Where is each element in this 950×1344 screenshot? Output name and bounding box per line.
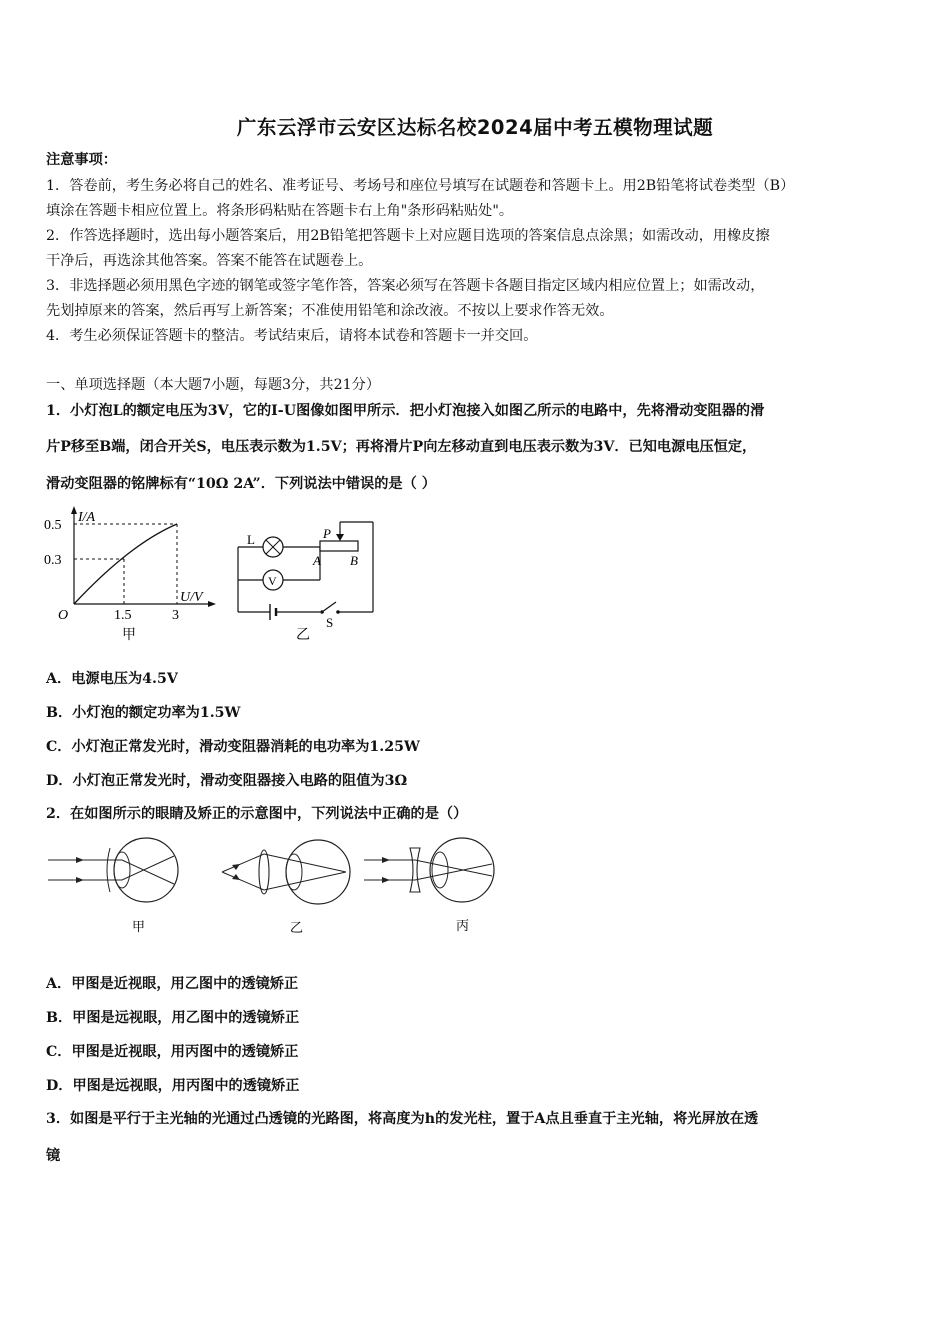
- q1-option-b: B．小灯泡的额定功率为1.5W: [46, 705, 241, 721]
- q2-option-b: B．甲图是远视眼，用乙图中的透镜矫正: [46, 1010, 300, 1026]
- switch-icon: [322, 602, 336, 612]
- exam-title: 广东云浮市云安区达标名校2024届中考五模物理试题: [236, 116, 714, 139]
- notice-heading: 注意事项：: [46, 152, 117, 168]
- figure-caption: 乙: [290, 920, 304, 935]
- figure-caption: 甲: [122, 628, 136, 643]
- x-tick-label: 1.5: [114, 608, 132, 623]
- eye-diagram-jia: [44, 836, 184, 946]
- figure-caption: 乙: [296, 628, 310, 643]
- q1-option-c: C．小灯泡正常发光时，滑动变阻器消耗的电功率为1.25W: [46, 739, 420, 755]
- notice-line: 4．考生必须保证答题卡的整洁。考试结束后，请将本试卷和答题卡一并交回。: [46, 328, 538, 344]
- y-tick-label: 0.5: [44, 518, 62, 533]
- voltmeter-label: V: [268, 574, 277, 588]
- notice-line: 干净后，再选涂其他答案。答案不能答在试题卷上。: [46, 253, 373, 269]
- circuit-diagram: [228, 512, 388, 652]
- q1-option-a: A．电源电压为4.5V: [46, 671, 178, 687]
- q1-stem-line: 滑动变阻器的铭牌标有“10Ω 2A”．下列说法中错误的是（ ）: [46, 476, 436, 492]
- figure-caption: 甲: [132, 919, 146, 934]
- figure-caption: 丙: [456, 918, 470, 933]
- rheostat: [320, 541, 358, 551]
- section-heading: 一、单项选择题（本大题7小题，每题3分，共21分）: [46, 377, 381, 393]
- concave-lens-icon: [410, 848, 420, 892]
- iu-graph: [40, 504, 220, 649]
- y-tick-label: 0.3: [44, 553, 62, 568]
- q3-stem-line: 3．如图是平行于主光轴的光通过凸透镜的光路图，将高度为h的发光柱，置于A点且垂直于主光轴，将光屏放在透: [46, 1111, 759, 1127]
- end-a-label: A: [313, 553, 321, 568]
- notice-line: 2．作答选择题时，选出每小题答案后，用2B铅笔把答题卡上对应题目选项的答案信息点涂黑；如需改动，用橡皮擦: [46, 228, 770, 244]
- q1-option-d: D．小灯泡正常发光时，滑动变阻器接入电路的阻值为3Ω: [46, 773, 408, 789]
- x-axis-label: U/V: [180, 590, 203, 605]
- q2-option-d: D．甲图是远视眼，用丙图中的透镜矫正: [46, 1078, 300, 1094]
- eye-diagram-bing: [360, 836, 500, 946]
- end-b-label: B: [350, 553, 358, 568]
- notice-line: 1．答卷前，考生务必将自己的姓名、准考证号、考场号和座位号填写在试题卷和答题卡上。用2B铅笔将试卷类型（B）: [46, 178, 795, 194]
- origin-label: O: [58, 608, 69, 623]
- q2-option-a: A．甲图是近视眼，用乙图中的透镜矫正: [46, 976, 299, 992]
- q2-stem: 2．在如图所示的眼睛及矫正的示意图中，下列说法中正确的是（）: [46, 806, 468, 822]
- notice-line: 填涂在答题卡相应位置上。将条形码粘贴在答题卡右上角"条形码粘贴处"。: [46, 203, 514, 219]
- notice-line: 先划掉原来的答案，然后再写上新答案；不准使用铅笔和涂改液。不按以上要求作答无效。: [46, 303, 614, 319]
- switch-label: S: [326, 615, 334, 630]
- slider-arrow-icon: [336, 534, 344, 541]
- q1-stem-line: 1．小灯泡L的额定电压为3V，它的I-U图像如图甲所示．把小灯泡接入如图乙所示的电路中，先将滑动变阻器的滑: [46, 403, 765, 419]
- lamp-label: L: [247, 532, 255, 547]
- slider-label: P: [323, 526, 331, 541]
- q1-stem-line: 片P移至B端，闭合开关S，电压表示数为1.5V；再将滑片P向左移动直到电压表示数为3V．已知电源电压恒定，: [46, 439, 757, 455]
- q2-option-c: C．甲图是近视眼，用丙图中的透镜矫正: [46, 1044, 299, 1060]
- convex-lens-icon: [259, 850, 269, 894]
- notice-line: 3．非选择题必须用黑色字迹的钢笔或签字笔作答，答案必须写在答题卡各题目指定区域内相应位置上；如需改动，: [46, 278, 765, 294]
- eye-diagram-yi: [218, 836, 358, 946]
- x-tick-label: 3: [172, 608, 179, 623]
- y-axis-label: I/A: [78, 510, 96, 525]
- q3-stem-line: 镜: [46, 1148, 61, 1164]
